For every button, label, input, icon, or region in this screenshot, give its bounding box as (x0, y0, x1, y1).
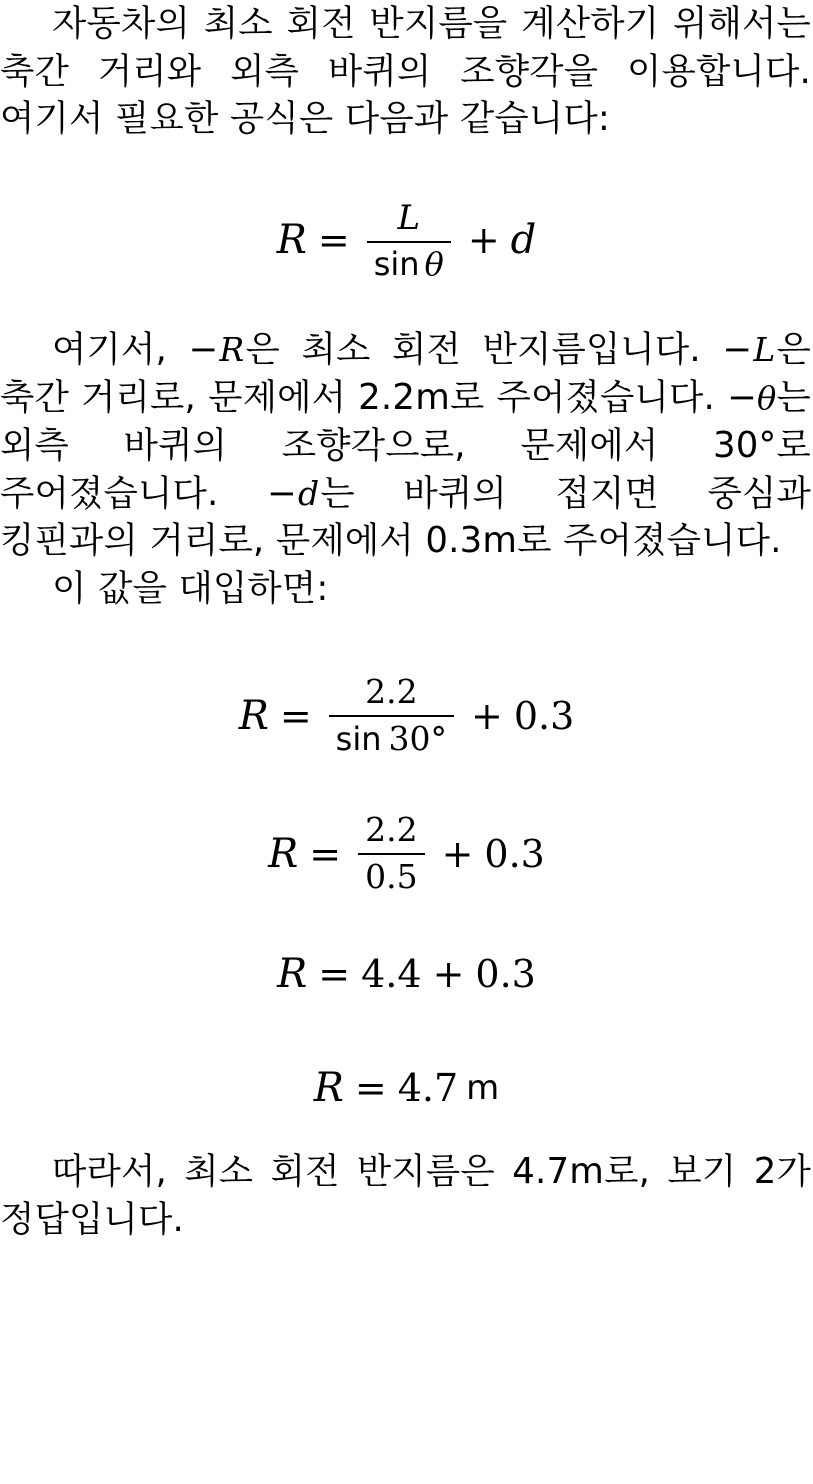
fraction-bar (358, 853, 424, 855)
spacer (0, 282, 813, 326)
equation-simplified-numerator: 2.2 (365, 810, 418, 850)
equation-result-unit: m (466, 1068, 500, 1109)
equation-result (0, 1065, 813, 1112)
equation-substituted-denominator (329, 721, 454, 758)
equation-sum-term2: 0.3 (475, 952, 536, 997)
equation-substituted-equals: = (279, 694, 312, 739)
sin-label: sin (335, 720, 382, 759)
equation-simplified-equals: = (309, 832, 342, 877)
equation-substituted-fraction (329, 674, 454, 758)
equation-substituted-addend: 0.3 (513, 694, 575, 739)
substitute-text: 이 값을 대입하면: (52, 567, 329, 609)
equation-substituted-plus: + (471, 694, 503, 739)
symbol-L: L (753, 330, 776, 370)
equation-substituted-row (239, 674, 575, 758)
symbol-d: d (297, 473, 320, 513)
definitions-text-2: 은 최소 회전 반지름입니다. − (245, 329, 753, 371)
spacer (0, 1108, 813, 1148)
equation-formula (0, 199, 813, 283)
equation-substituted (0, 674, 813, 758)
definitions-text-4: 는 외측 바퀴의 조향각으로, 문제에서 30°로 주어졌습니다. − (0, 376, 811, 514)
equation-simplified-plus: + (441, 832, 474, 877)
paragraph-substitute (0, 565, 813, 613)
theta-symbol: θ (424, 244, 444, 283)
equation-formula-plus: + (467, 218, 500, 263)
definitions-text-3: 은 축간 거리로, 문제에서 2.2m로 주어졌습니다. − (0, 329, 811, 418)
equation-simplified-denominator: 0.5 (365, 857, 418, 897)
equation-sum-lhs: R (277, 951, 308, 998)
fraction-bar (367, 241, 451, 243)
equation-formula-denominator (367, 244, 451, 283)
definitions-text-1: 여기서, − (52, 329, 219, 371)
equation-sum (0, 951, 813, 998)
equation-substituted-numerator: 2.2 (365, 672, 418, 712)
equation-result-equals: = (354, 1066, 387, 1111)
paragraph-conclusion (0, 1148, 813, 1243)
angle-value: 30° (388, 719, 448, 759)
equation-sum-equals: = (318, 952, 351, 997)
equation-simplified-fraction (358, 812, 424, 896)
equation-result-lhs: R (313, 1065, 344, 1112)
fraction-bar (329, 715, 454, 717)
sin-label: sin (373, 244, 420, 283)
equation-result-value: 4.7 (397, 1066, 459, 1111)
equation-substituted-lhs: R (238, 693, 269, 740)
equation-formula-fraction (367, 199, 451, 283)
equation-formula-numerator: L (397, 197, 421, 238)
paragraph-intro-text: 자동차의 최소 회전 반지름을 계산하기 위해서는 축간 거리와 외측 바퀴의 조향각을 이용합니다. 여기서 필요한 공식은 다음과 같습니다: (0, 3, 811, 139)
symbol-R: R (219, 330, 245, 370)
definitions-text-5: 는 바퀴의 접지면 중심과 킹핀과의 거리로, 문제에서 0.3m로 주어졌습니다. (0, 472, 812, 562)
conclusion-text: 따라서, 최소 회전 반지름은 4.7m로, 보기 2가 정답입니다. (0, 1151, 811, 1240)
paragraph-intro (0, 0, 813, 143)
paragraph-definitions (0, 326, 813, 565)
equation-result-row (313, 1065, 500, 1112)
equation-simplified (0, 812, 813, 896)
equation-formula-lhs: R (276, 217, 307, 264)
equation-simplified-row (268, 812, 545, 896)
symbol-theta: θ (757, 378, 777, 417)
equation-sum-term1: 4.4 (361, 952, 422, 997)
equation-sum-row (277, 951, 536, 998)
equation-simplified-lhs: R (268, 831, 299, 878)
equation-formula-equals: = (317, 218, 350, 263)
equation-sum-plus: + (432, 952, 465, 997)
equation-formula-row (277, 199, 537, 283)
equation-simplified-addend: 0.3 (484, 832, 545, 877)
equation-formula-addend: d (510, 217, 537, 264)
